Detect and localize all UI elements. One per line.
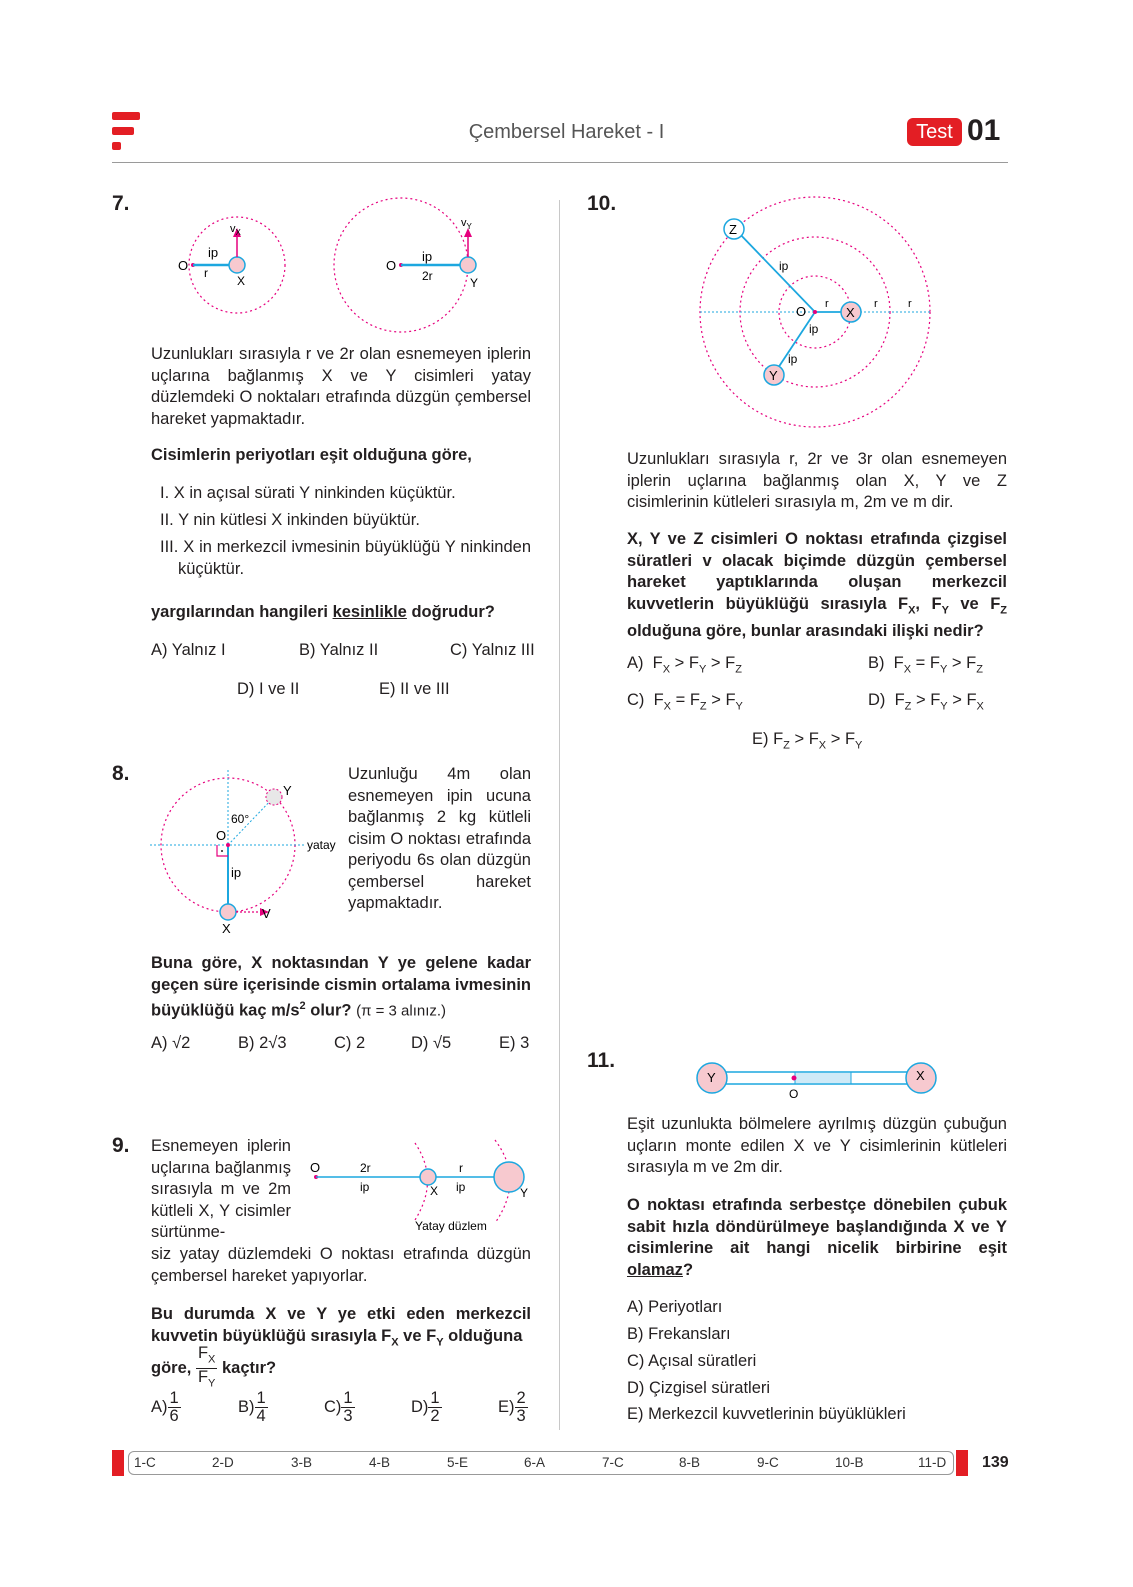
q7-statement-3: III. X in merkezcil ivmesinin büyüklüğü Y ninkinden küçüktür. xyxy=(160,538,531,578)
q10-label-r1: r xyxy=(825,298,829,310)
answer-key-item: 3-B xyxy=(291,1455,313,1470)
q11-label-x: X xyxy=(916,1068,925,1083)
q7-statement-2: II. Y nin kütlesi X inkinden büyüktür. xyxy=(160,511,420,529)
q10-figure xyxy=(695,195,940,440)
q7-label-ip1: ip xyxy=(208,245,219,260)
q8-option-e[interactable]: E) 3 xyxy=(499,1034,530,1052)
q9-label-ip2: ip xyxy=(456,1180,466,1194)
q11-number: 11. xyxy=(587,1049,616,1072)
answer-key-item: 1-C xyxy=(134,1455,156,1470)
q8-label-angle: 60° xyxy=(231,812,250,826)
q10-label-x: X xyxy=(846,305,855,320)
q11-option-b[interactable]: B) Frekansları xyxy=(627,1325,731,1343)
q11-option-e[interactable]: E) Merkezcil kuvvetlerinin büyüklükleri xyxy=(627,1405,906,1423)
q9-stem-a: Esnemeyen iplerin uçlarına bağlanmış sırasıyla m ve 2m kütleli X, Y cisimler sürtünme- xyxy=(151,1137,291,1241)
q11-label-y: Y xyxy=(707,1070,716,1085)
q10-option-c[interactable]: C) $F_X = F_Z > F_Y$ xyxy=(627,691,743,713)
q9-option-a[interactable]: A) $\frac{1}{6}$ xyxy=(151,1389,179,1425)
q8-center xyxy=(226,843,230,847)
q7-ball-x xyxy=(229,257,245,273)
q11-option-a[interactable]: A) Periyotları xyxy=(627,1298,723,1316)
q7-label-2r: 2r xyxy=(422,269,433,283)
q9-option-e[interactable]: E) $\frac{2}{3}$ xyxy=(498,1389,526,1425)
q10-option-e[interactable]: E) $F_Z > F_X > F_Y$ xyxy=(752,730,863,752)
q8-label-o: O xyxy=(216,828,227,843)
q9-label-y: Y xyxy=(520,1186,529,1200)
q7-label-o1: O xyxy=(178,258,189,273)
q8-label-y: Y xyxy=(283,783,292,798)
q10-label-ip2: ip xyxy=(809,322,819,336)
q7-option-e[interactable]: E) II ve III xyxy=(379,680,450,698)
q8-label-ip: ip xyxy=(231,865,242,880)
q7-condition: Cisimlerin periyotları eşit olduğuna göre, xyxy=(151,446,472,464)
q7-option-d[interactable]: D) I ve II xyxy=(237,680,300,698)
q7-stem: Uzunlukları sırasıyla r ve 2r olan esnemeyen iplerin uçlarına bağlanmış X ve Y cisimleri yatay düzlemdeki O noktaları etrafında düzgün çembersel hareket yapmaktadır. xyxy=(151,345,531,428)
q7-label-x: X xyxy=(237,274,246,288)
test-number: 01 xyxy=(967,114,1001,147)
answer-key-item: 4-B xyxy=(369,1455,391,1470)
column-divider xyxy=(559,200,560,1430)
q7-label-vy: $v_Y$ xyxy=(461,217,472,231)
q8-number: 8. xyxy=(112,762,130,785)
answer-key-item: 7-C xyxy=(602,1455,624,1470)
q11-pivot xyxy=(792,1076,797,1081)
answer-key-item: 6-A xyxy=(524,1455,546,1470)
q11-option-d[interactable]: D) Çizgisel süratleri xyxy=(627,1379,771,1397)
test-badge: Test xyxy=(907,118,962,146)
q8-option-c[interactable]: C) 2 xyxy=(334,1034,366,1052)
footer-bar-left xyxy=(112,1450,124,1476)
q11-question: O noktası etrafında serbestçe dönebilen çubuk sabit hızla döndürülmeye başlandığında X ve Y cisimlerine ait hangi nicelik birbirine eşit olamaz? xyxy=(627,1196,1007,1279)
q8-label-yatay: yatay xyxy=(307,838,336,852)
q10-label-y: Y xyxy=(769,368,778,383)
q9-label-o: O xyxy=(310,1160,321,1175)
q7-label-r: r xyxy=(204,266,208,280)
q7-ball-y xyxy=(460,257,476,273)
q10-label-r2: r xyxy=(874,298,878,310)
q10-label-o: O xyxy=(796,304,807,319)
q9-label-plane: Yatay düzlem xyxy=(415,1219,487,1233)
q10-label-ip1: ip xyxy=(779,259,789,273)
q10-option-b[interactable]: B) $F_X = F_Y > F_Z$ xyxy=(868,654,983,676)
page-title: Çembersel Hareket - I xyxy=(468,121,665,143)
q8-ball-x xyxy=(220,904,236,920)
q8-figure xyxy=(145,765,350,940)
q11-figure xyxy=(690,1055,945,1100)
q8-question: Buna göre, X noktasından Y ye gelene kadar geçen süre içerisinde cismin ortalama ivmesinin büyüklüğü kaç $m/s^2$ olur? (π = 3 alınız.) xyxy=(151,954,531,1020)
q7-label-y: Y xyxy=(470,276,479,290)
q8-option-a[interactable]: A) √2 xyxy=(151,1034,191,1052)
q9-stem-b: siz yatay düzlemdeki O noktası etrafında düzgün çembersel hareket yapıyorlar. xyxy=(151,1245,531,1285)
q8-label-x: X xyxy=(222,921,231,936)
q8-stem: Uzunluğu 4m olan esnemeyen ipin ucuna bağlanmış 2 kg kütleli cisim O noktası etrafında periyodu 6s olan düzgün çembersel hareket yapmaktadır. xyxy=(348,765,531,912)
q7-label-o2: O xyxy=(386,258,397,273)
q9-ball-x xyxy=(420,1169,436,1185)
q8-label-v: V xyxy=(262,906,271,921)
q9-label-r: r xyxy=(459,1161,463,1175)
q9-label-ip1: ip xyxy=(360,1180,370,1194)
q11-option-c[interactable]: C) Açısal süratleri xyxy=(627,1352,757,1370)
q8-option-b[interactable]: B) 2√3 xyxy=(238,1034,287,1052)
q11-rod-segment xyxy=(795,1073,851,1083)
answer-key-item: 2-D xyxy=(212,1455,234,1470)
q7-label-vx: $v_X$ xyxy=(230,223,241,237)
q11-label-o: O xyxy=(789,1087,799,1100)
q9-option-d[interactable]: D) $\frac{1}{2}$ xyxy=(411,1389,440,1425)
answer-key-item: 8-B xyxy=(679,1455,701,1470)
q7-label-ip2: ip xyxy=(422,249,433,264)
header-divider xyxy=(112,162,1008,163)
q9-option-b[interactable]: B) $\frac{1}{4}$ xyxy=(238,1389,266,1425)
q8-ball-y xyxy=(266,789,282,805)
q10-question: X, Y ve Z cisimleri O noktası etrafında çizgisel süratleri v olacak biçimde düzgün çembersel hareket yaptıklarında oluşan merkezcil kuvvetlerin büyüklüğü sırasıyla $F_X$, $F_Y$ ve $F_Z$ olduğuna göre, bunlar arasındaki ilişki nedir? xyxy=(627,530,1008,641)
q7-statement-1: I. X in açısal sürati Y ninkinden küçüktür. xyxy=(160,484,456,502)
q9-number: 9. xyxy=(112,1134,130,1157)
q10-option-d[interactable]: D) $F_Z > F_Y > F_X$ xyxy=(868,691,984,713)
answer-key-item: 5-E xyxy=(447,1455,469,1470)
page-number: 139 xyxy=(982,1454,1009,1471)
q8-option-d[interactable]: D) √5 xyxy=(411,1034,452,1052)
q9-question-ratio: göre, $\frac{F_X}{F_Y}$ kaçtır? xyxy=(151,1344,277,1390)
answer-key-item: 10-B xyxy=(835,1455,864,1470)
q10-number: 10. xyxy=(587,192,617,215)
q11-stem: Eşit uzunlukta bölmelere ayrılmış düzgün çubuğun uçların monte edilen X ve Y cisimlerinin kütleleri sırasıyla m ve 2m dir. xyxy=(627,1115,1007,1176)
q10-option-a[interactable]: A) $F_X > F_Y > F_Z$ xyxy=(627,654,742,676)
q7-question: yargılarından hangileri kesinlikle doğrudur? xyxy=(151,603,495,621)
q10-label-ip3: ip xyxy=(788,352,798,366)
q7-number: 7. xyxy=(112,192,130,215)
answer-key-item: 11-D xyxy=(918,1455,947,1470)
q9-figure xyxy=(300,1135,540,1240)
q10-string-z xyxy=(736,230,815,312)
q10-center xyxy=(813,310,817,314)
q9-label-2r: 2r xyxy=(360,1161,371,1175)
q10-label-z: Z xyxy=(729,222,737,237)
q7-option-c[interactable]: C) Yalnız III xyxy=(450,641,535,659)
q7-figure xyxy=(140,195,540,340)
q7-option-a[interactable]: A) Yalnız I xyxy=(151,641,226,659)
q9-option-c[interactable]: C) $\frac{1}{3}$ xyxy=(324,1389,353,1425)
q10-label-r3: r xyxy=(908,298,912,310)
q9-question: Bu durumda X ve Y ye etki eden merkezcil kuvvetin büyüklüğü sırasıyla $F_X$ ve $F_Y$ olduğuna xyxy=(151,1305,531,1348)
q9-label-x: X xyxy=(430,1184,439,1198)
answer-key-item: 9-C xyxy=(757,1455,779,1470)
q10-stem: Uzunlukları sırasıyla r, 2r ve 3r olan esnemeyen iplerin uçlarına bağlanmış olan X, Y ve Z cisimlerinin kütleleri sırasıyla m, 2m ve m dir. xyxy=(627,450,1007,511)
footer-bar-right xyxy=(956,1450,968,1476)
q7-option-b[interactable]: B) Yalnız II xyxy=(299,641,379,659)
